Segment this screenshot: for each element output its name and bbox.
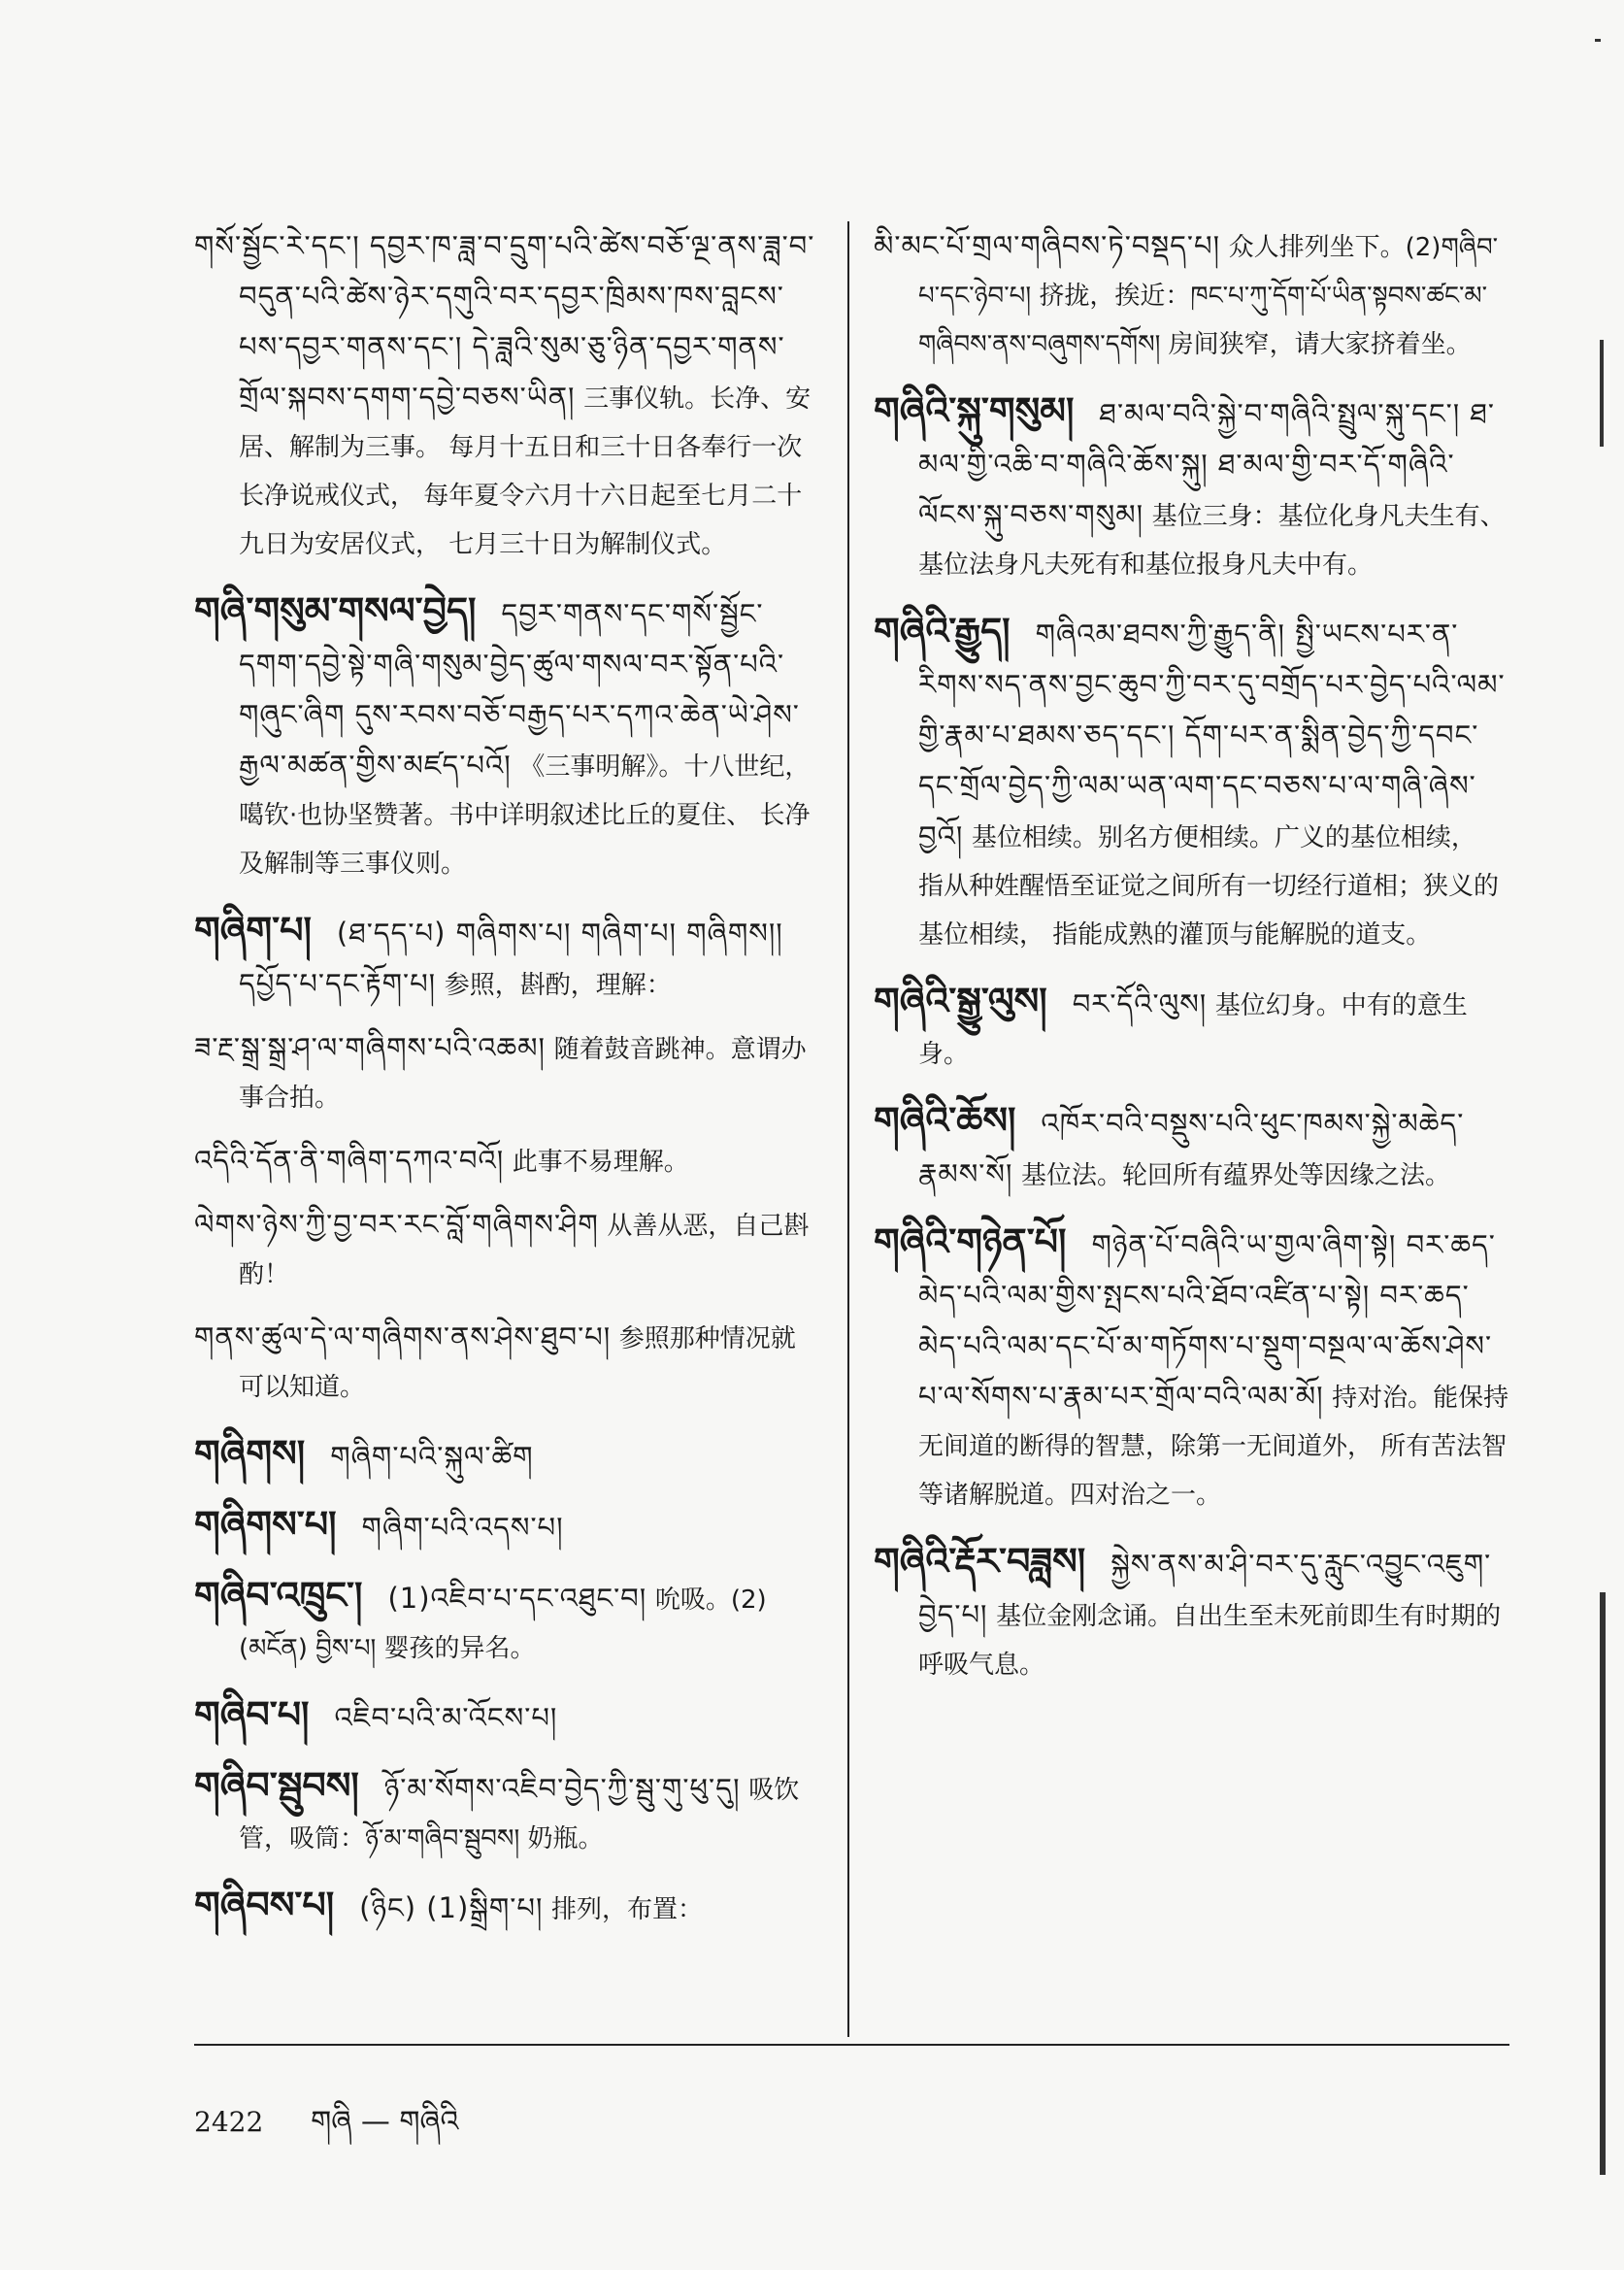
entry-continuation bbox=[194, 1313, 815, 1412]
chinese-definition: 吸饮管，吸筒：ཉོ་མ་གཞིབ་སྦུབས། 奶瓶。 bbox=[239, 1776, 800, 1853]
tibetan-definition: (ཐ་དད་པ) གཞིགས་པ། གཞིག་པ། གཞིགས།། དཔྱོད་པ་དང་རྟོག་པ། bbox=[239, 917, 783, 1000]
tibetan-definition: འཁོར་བའི་བསྡུས་པའི་ཕུང་ཁམས་སྐྱེ་མཆེད་རྣམས་སོ། bbox=[918, 1107, 1465, 1190]
headword: གཞིའི་སྐུ་གསུམ། bbox=[874, 389, 1075, 432]
entry-continuation bbox=[874, 221, 1509, 369]
chinese-definition: 参照，斟酌，理解： bbox=[444, 971, 672, 1000]
dictionary-entry bbox=[194, 902, 815, 1010]
chinese-definition: 从善从恶，自己斟酌！ bbox=[239, 1212, 810, 1289]
headword: གཞིགས་པ། bbox=[194, 1503, 337, 1546]
tibetan-definition: ཐ་མལ་བའི་སྐྱེ་བ་གཞིའི་སྤྲུལ་སྐུ་དང་། ཐ་མལ་གྱི་འཆི་བ་གཞིའི་ཆོས་སྐུ། ཐ་མལ་གྱི་བར་དོ་གཞིའི་ལོངས་སྐུ་བཅས་གསུམ། bbox=[918, 397, 1495, 531]
chinese-definition: 参照那种情况就可以知道。 bbox=[239, 1324, 796, 1402]
dictionary-entry bbox=[874, 383, 1509, 589]
tibetan-definition: མི་མང་པོ་གྲལ་གཞིབས་ཏེ་བསྡད་པ། bbox=[874, 229, 1221, 262]
tibetan-definition: འཇིབ་པའི་མ་འོངས་པ། bbox=[334, 1701, 558, 1734]
chinese-definition: 吮吸。(2)(མངོན) བྱིས་པ། 婴孩的异名。 bbox=[239, 1586, 767, 1663]
headword: གཞིབ་སྦུབས། bbox=[194, 1764, 359, 1807]
entry-continuation bbox=[194, 1200, 815, 1299]
scan-edge-mark bbox=[1600, 340, 1604, 447]
footer-rule bbox=[194, 2044, 1509, 2046]
headword: གཞིའི་རྒྱུད། bbox=[874, 610, 1011, 652]
dictionary-entry bbox=[194, 1425, 815, 1483]
entry-continuation bbox=[194, 1136, 815, 1186]
dictionary-entry bbox=[194, 1877, 815, 1934]
tibetan-definition: སྐྱེས་ནས་མ་ཤི་བར་དུ་རླུང་འབྱུང་འཇུག་བྱེད་པ། bbox=[918, 1548, 1492, 1631]
tibetan-definition: འདིའི་དོན་ནི་གཞིག་དཀའ་བའོ། bbox=[194, 1144, 505, 1177]
tibetan-definition: གནས་ཚུལ་དེ་ལ་གཞིགས་ནས་ཤེས་ཐུབ་པ། bbox=[194, 1320, 612, 1353]
headword: གཞིའི་ཆོས། bbox=[874, 1099, 1016, 1142]
chinese-definition: 此事不易理解。 bbox=[512, 1148, 689, 1177]
tibetan-definition: (ཉིང) (1)སྒྲིག་པ། bbox=[359, 1891, 544, 1924]
headword: གཞིའི་རྡོར་བཟླས། bbox=[874, 1540, 1086, 1583]
chinese-definition: 随着鼓音跳神。意谓办事合拍。 bbox=[239, 1035, 807, 1113]
chinese-definition: 基位相续。别名方便相续。广义的基位相续， 指从种姓醒悟至证觉之间所有一切经行道相；狭义的基位相续， 指能成熟的灌顶与能解脱的道支。 bbox=[918, 823, 1500, 950]
chinese-definition: 基位法。轮回所有蕴界处等因缘之法。 bbox=[1020, 1161, 1450, 1190]
chinese-definition: 《三事明解》。十八世纪，噶钦·也协坚赞著。书中详明叙述比丘的夏住、 长净及解制等三事仪则。 bbox=[239, 752, 811, 879]
dictionary-entry bbox=[874, 973, 1509, 1079]
page-number: 2422 bbox=[194, 2106, 264, 2138]
chinese-definition: 基位幻身。中有的意生身。 bbox=[918, 991, 1468, 1069]
tibetan-definition: གཞིག་པའི་སྐུལ་ཚིག bbox=[330, 1440, 534, 1473]
entry-continuation bbox=[194, 1023, 815, 1122]
dictionary-entry bbox=[874, 1092, 1509, 1200]
tibetan-definition: གཉེན་པོ་བཞིའི་ཡ་གྱལ་ཞིག་སྟེ། བར་ཆད་མེད་པའི་ལམ་གྱིས་སྤངས་པའི་ཐོབ་འཛིན་པ་སྟེ། བར་ཆད་མེད་པའི་ལམ་དང་པོ་མ་གཏོགས་པ་སྡུག་བསྔལ་ལ་ཆོས་ཤེས་པ་ལ་སོགས་པ་རྣམ་པར་གྲོལ་བའི་ལམ་མོ། bbox=[918, 1228, 1496, 1413]
chinese-definition: 基位三身：基位化身凡夫生有、 基位法身凡夫死有和基位报身凡夫中有。 bbox=[918, 502, 1506, 580]
right-column bbox=[874, 221, 1509, 1703]
chinese-definition: 基位金刚念诵。自出生至未死前即生有时期的呼吸气息。 bbox=[918, 1602, 1502, 1680]
headword: གཞི་གསུམ་གསལ་བྱེད། bbox=[194, 589, 477, 632]
chinese-definition: 众人排列坐下。(2)གཞིབ་པ་དང་ཉེབ་པ། 挤拢，挨近：ཁང་པ་ཀུ་དོག་པོ་ཡིན་སྟབས་ཚང་མ་གཞིབས་ནས་བཞུགས་དགོས། 房间狭窄，请大家挤着坐。 bbox=[918, 233, 1499, 359]
chinese-definition: 持对治。能保持无间道的断得的智慧，除第一无间道外， 所有苦法智等诸解脱道。四对治之一。 bbox=[918, 1384, 1509, 1510]
headword: གཞིབས་པ། bbox=[194, 1884, 335, 1926]
tibetan-definition: ལེགས་ཉེས་ཀྱི་བྱ་བར་རང་བློ་གཞིགས་ཤིག bbox=[194, 1208, 599, 1241]
tibetan-definition: བར་དོའི་ལུས། bbox=[1072, 987, 1208, 1020]
tibetan-definition: གཞིག་པའི་འདས་པ། bbox=[361, 1511, 564, 1544]
headword: གཞིག་པ། bbox=[194, 909, 312, 951]
headword: གཞིབ་འཁྲུང་། bbox=[194, 1574, 363, 1617]
entry-continuation bbox=[194, 221, 815, 569]
scan-edge-mark bbox=[1600, 1592, 1606, 2175]
dictionary-entry bbox=[194, 1686, 815, 1744]
dictionary-entry bbox=[874, 603, 1509, 959]
tibetan-definition: ཟ་རྔ་སྒྲ་སྒྲ་ཤ་ལ་གཞིགས་པའི་འཆམ། bbox=[194, 1031, 546, 1064]
tibetan-definition: ཉོ་མ་སོགས་འཇིབ་བྱེད་ཀྱི་སྦུ་གུ་ཕུ་དུ། bbox=[383, 1772, 741, 1805]
dictionary-entry bbox=[194, 1567, 815, 1673]
headword: གཞིའི་སྒྱུ་ལུས། bbox=[874, 980, 1047, 1022]
headword: གཞིགས། bbox=[194, 1432, 306, 1475]
scan-edge-mark bbox=[1595, 39, 1601, 42]
headword: གཞིབ་པ། bbox=[194, 1693, 310, 1736]
dictionary-entry bbox=[194, 1496, 815, 1553]
page-range: གཞི — གཞིའི bbox=[311, 2105, 459, 2139]
dictionary-entry bbox=[194, 1757, 815, 1863]
dictionary-entry bbox=[874, 1533, 1509, 1689]
dictionary-entry bbox=[194, 583, 815, 888]
tibetan-definition: དབྱར་གནས་དང་གསོ་སྦྱོང་དགག་དབྱེ་སྟེ་གཞི་གསུམ་བྱེད་ཚུལ་གསལ་བར་སྟོན་པའི་གཞུང་ཞིག དུས་རབས་བཅོ་བརྒྱད་པར་དཀའ་ཆེན་ཡེ་ཤེས་རྒྱལ་མཚན་གྱིས་མཛད་པའོ། bbox=[239, 597, 800, 782]
left-column bbox=[194, 221, 815, 1948]
column-divider bbox=[847, 221, 849, 2037]
headword: གཞིའི་གཉེན་པོ། bbox=[874, 1220, 1067, 1263]
tibetan-definition: གསོ་སྦྱོང་རེ་དང་། དབྱར་ཁ་ཟླ་བ་དྲུག་པའི་ཚེས་བཅོ་ལྔ་ནས་ཟླ་བ་བདུན་པའི་ཚེས་ཉེར་དགུའི་བར་དབྱར་ཁྲིམས་ཁས་བླངས་པས་དབྱར་གནས་དང་། དེ་ཟླའི་སུམ་ཅུ་ཉིན་དབྱར་གནས་གྲོལ་སྐབས་དགག་དབྱེ་བཅས་ཡིན། bbox=[194, 229, 815, 414]
page-footer bbox=[194, 2089, 458, 2171]
dictionary-entry bbox=[874, 1214, 1509, 1519]
chinese-definition: 三事仪轨。长净、安居、解制为三事。 每月十五日和三十日各奉行一次长净说戒仪式， 每年夏令六月十六日起至七月二十九日为安居仪式， 七月三十日为解制仪式。 bbox=[239, 384, 812, 559]
chinese-definition: 排列，布置： bbox=[551, 1895, 704, 1924]
tibetan-definition: གཞིའམ་ཐབས་ཀྱི་རྒྱུད་ནི། སྤྱི་ཡངས་པར་ན་རིགས་སད་ནས་བྱང་ཆུབ་ཀྱི་བར་དུ་བགྲོད་པར་བྱེད་པའི་ལམ་གྱི་རྣམ་པ་ཐམས་ཅད་དང་། དོག་པར་ན་སྨིན་བྱེད་ཀྱི་དབང་དང་གྲོལ་བྱེད་ཀྱི་ལམ་ཡན་ལག་དང་བཅས་པ་ལ་གཞི་ཞེས་བྱའོ། bbox=[918, 618, 1506, 852]
tibetan-definition: (1)འཇིབ་པ་དང་འཐུང་བ། bbox=[387, 1582, 647, 1615]
